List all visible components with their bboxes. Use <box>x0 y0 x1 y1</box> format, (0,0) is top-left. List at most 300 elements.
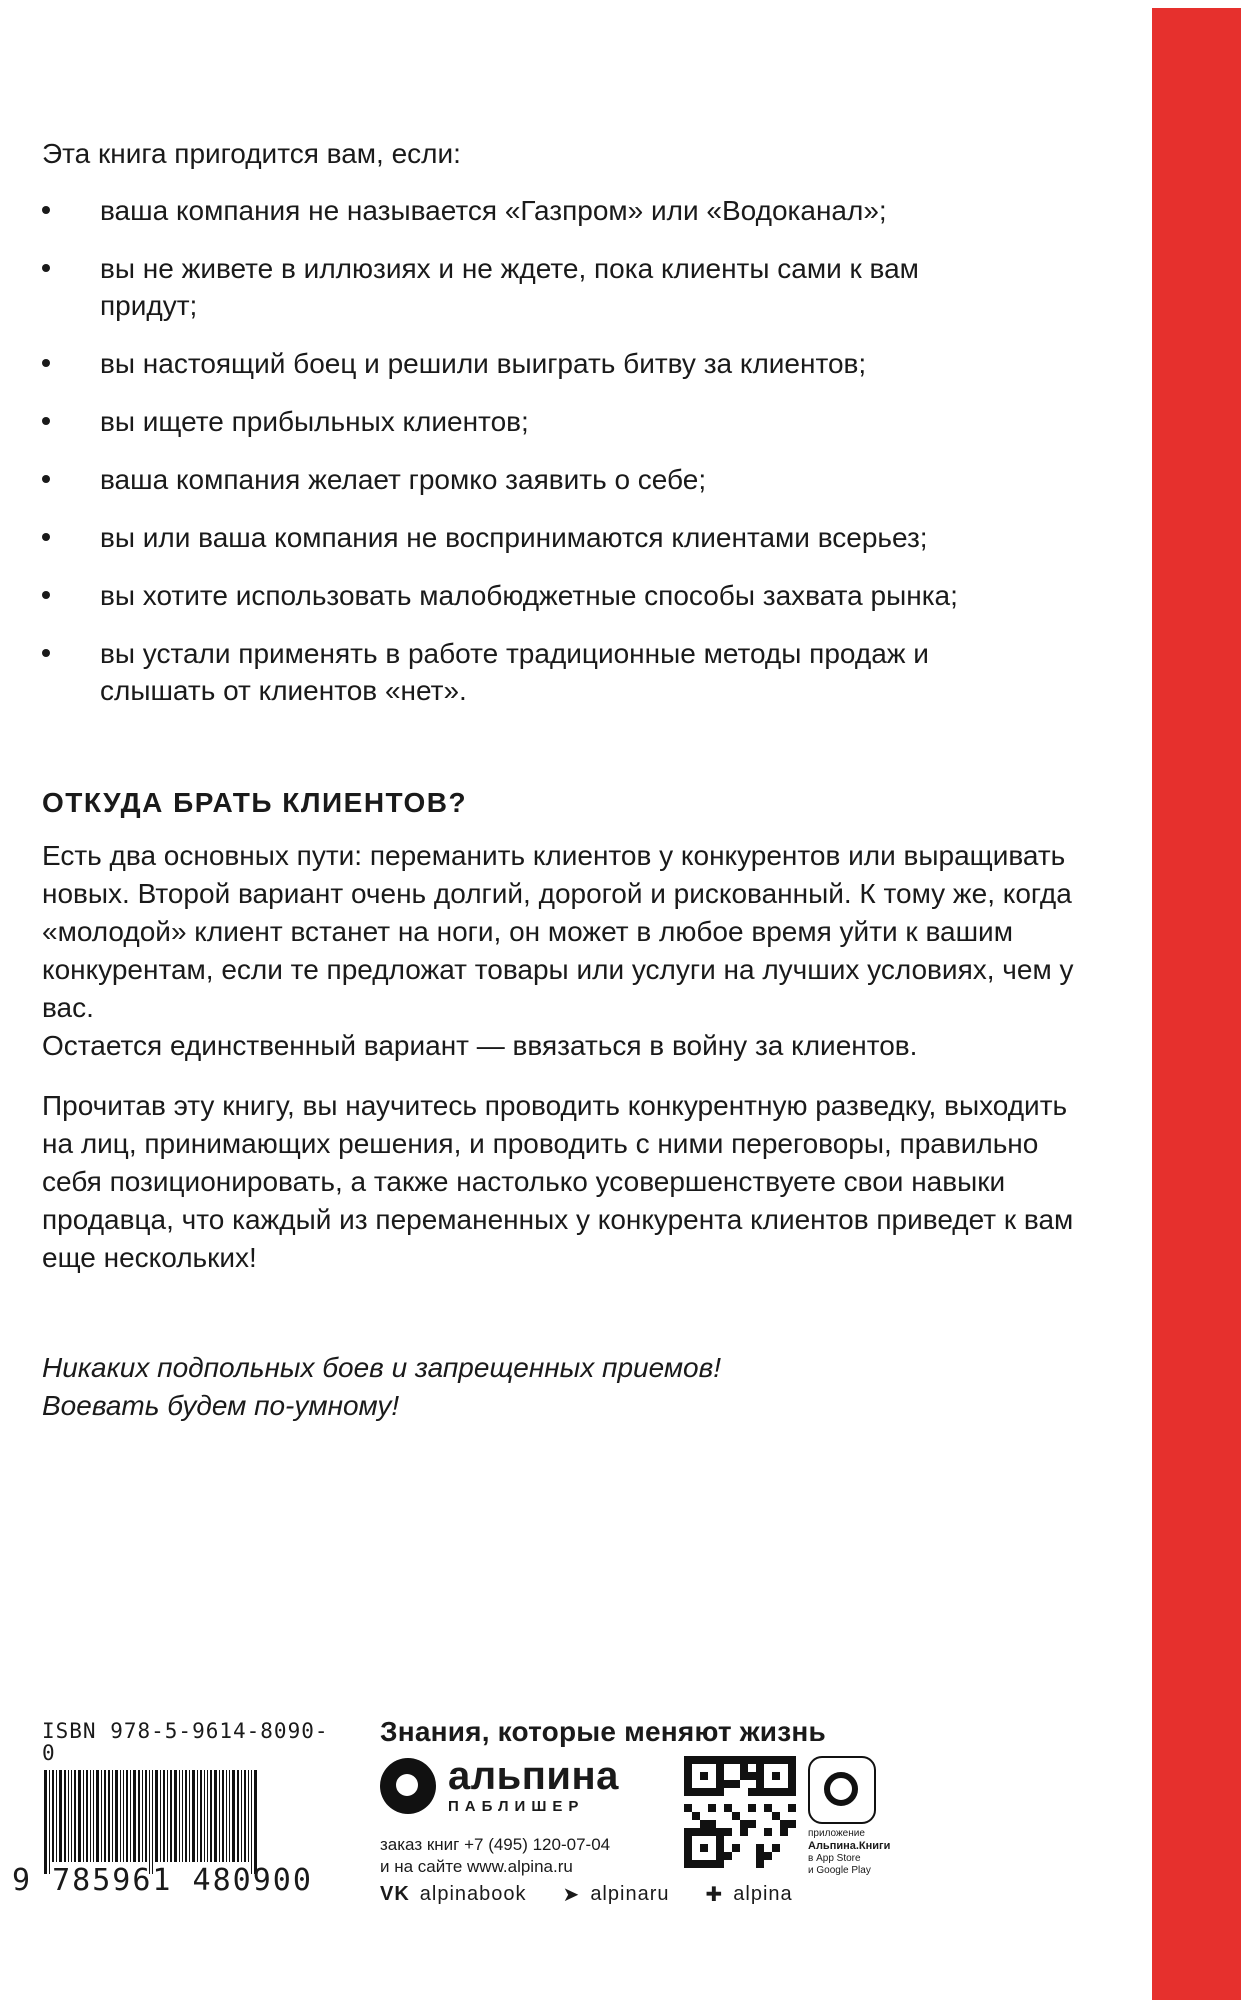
qr-cell <box>748 1812 756 1820</box>
list-item: вы хотите использовать малобюджетные способы захвата рынка; <box>42 577 1082 614</box>
qr-cell <box>724 1820 732 1828</box>
qr-cell <box>700 1756 708 1764</box>
qr-cell <box>748 1756 756 1764</box>
bullet-icon <box>42 264 50 272</box>
qr-cell <box>700 1780 708 1788</box>
barcode-bar <box>237 1770 239 1862</box>
qr-cell <box>772 1756 780 1764</box>
qr-cell <box>780 1772 788 1780</box>
barcode-bar <box>74 1770 76 1862</box>
qr-cell <box>772 1780 780 1788</box>
qr-cell <box>708 1844 716 1852</box>
qr-cell <box>684 1804 692 1812</box>
qr-cell <box>780 1780 788 1788</box>
qr-cell <box>780 1804 788 1812</box>
barcode-bar <box>152 1770 153 1874</box>
qr-cell <box>716 1828 724 1836</box>
qr-cell <box>756 1812 764 1820</box>
qr-cell <box>724 1860 732 1868</box>
qr-cell <box>748 1852 756 1860</box>
qr-cell <box>788 1852 796 1860</box>
qr-cell <box>716 1812 724 1820</box>
qr-cell <box>772 1820 780 1828</box>
qr-cell <box>772 1828 780 1836</box>
qr-cell <box>788 1860 796 1868</box>
qr-cell <box>708 1756 716 1764</box>
qr-cell <box>788 1764 796 1772</box>
qr-cell <box>772 1764 780 1772</box>
qr-cell <box>708 1780 716 1788</box>
qr-cell <box>708 1860 716 1868</box>
qr-cell <box>764 1812 772 1820</box>
qr-cell <box>748 1804 756 1812</box>
qr-cell <box>708 1852 716 1860</box>
qr-cell <box>756 1844 764 1852</box>
list-item: вы настоящий боец и решили выиграть битву за клиентов; <box>42 345 1082 382</box>
qr-cell <box>740 1772 748 1780</box>
qr-cell <box>708 1796 716 1804</box>
publisher-logo <box>380 1756 619 1815</box>
qr-cell <box>764 1844 772 1852</box>
barcode-bar <box>182 1770 183 1862</box>
qr-cell <box>684 1788 692 1796</box>
qr-cell <box>716 1844 724 1852</box>
barcode-bar <box>59 1770 62 1862</box>
qr-cell <box>684 1828 692 1836</box>
barcode-number: 9 785961 480900 <box>12 1863 313 1898</box>
barcode-bar <box>155 1770 158 1862</box>
qr-cell <box>756 1836 764 1844</box>
qr-cell <box>700 1812 708 1820</box>
barcode-bar <box>207 1770 208 1862</box>
qr-cell <box>716 1804 724 1812</box>
qr-cell <box>732 1764 740 1772</box>
bullet-icon <box>42 417 50 425</box>
qr-cell <box>716 1788 724 1796</box>
bullet-icon <box>42 475 50 483</box>
barcode-bar <box>138 1770 140 1862</box>
qr-cell <box>780 1764 788 1772</box>
qr-cell <box>724 1780 732 1788</box>
qr-cell <box>756 1796 764 1804</box>
barcode-bar <box>189 1770 190 1862</box>
qr-cell <box>684 1860 692 1868</box>
qr-cell <box>692 1820 700 1828</box>
barcode-bar <box>108 1770 110 1862</box>
barcode-bar <box>200 1770 202 1862</box>
qr-cell <box>716 1852 724 1860</box>
qr-cell <box>764 1756 772 1764</box>
qr-cell <box>788 1820 796 1828</box>
qr-cell <box>764 1820 772 1828</box>
qr-cell <box>684 1820 692 1828</box>
qr-cell <box>724 1828 732 1836</box>
qr-cell <box>708 1772 716 1780</box>
qr-cell <box>700 1772 708 1780</box>
qr-cell <box>748 1844 756 1852</box>
barcode-bar <box>179 1770 180 1862</box>
qr-cell <box>748 1820 756 1828</box>
qr-cell <box>692 1836 700 1844</box>
barcode-bar <box>112 1770 113 1862</box>
closing-slogan: Никаких подпольных боев и запрещенных приемов! Воевать будем по-умному! <box>42 1352 722 1421</box>
qr-cell <box>716 1772 724 1780</box>
qr-cell <box>764 1860 772 1868</box>
list-item: ваша компания желает громко заявить о себе; <box>42 461 1082 498</box>
qr-cell <box>772 1804 780 1812</box>
paragraph-1-conclusion: Остается единственный вариант — ввязаться в войну за клиентов. <box>42 1030 918 1061</box>
barcode-bar <box>170 1770 172 1862</box>
barcode-bar <box>44 1770 47 1874</box>
barcode-bar <box>90 1770 91 1862</box>
barcode-bar <box>130 1770 131 1862</box>
qr-cell <box>708 1804 716 1812</box>
qr-cell <box>788 1804 796 1812</box>
qr-cell <box>700 1828 708 1836</box>
qr-cell <box>732 1860 740 1868</box>
qr-cell <box>788 1788 796 1796</box>
qr-cell <box>756 1788 764 1796</box>
qr-cell <box>780 1828 788 1836</box>
bullet-icon <box>42 359 50 367</box>
qr-cell <box>740 1844 748 1852</box>
qr-cell <box>700 1844 708 1852</box>
qr-cell <box>772 1788 780 1796</box>
qr-cell <box>684 1852 692 1860</box>
qr-cell <box>764 1828 772 1836</box>
qr-cell <box>708 1788 716 1796</box>
qr-cell <box>700 1796 708 1804</box>
qr-cell <box>740 1804 748 1812</box>
qr-cell <box>684 1812 692 1820</box>
barcode-bar <box>101 1770 102 1862</box>
qr-cell <box>740 1836 748 1844</box>
list-item: вы или ваша компания не воспринимаются клиентами всерьез; <box>42 519 1082 556</box>
qr-cell <box>700 1852 708 1860</box>
qr-cell <box>764 1780 772 1788</box>
qr-cell <box>748 1780 756 1788</box>
qr-cell <box>772 1796 780 1804</box>
qr-cell <box>692 1828 700 1836</box>
bullet-icon <box>42 591 50 599</box>
qr-cell <box>732 1836 740 1844</box>
social-links <box>380 1882 829 1907</box>
barcode-bar <box>254 1770 257 1874</box>
qr-cell <box>708 1820 716 1828</box>
qr-cell <box>708 1764 716 1772</box>
qr-cell <box>788 1796 796 1804</box>
qr-cell <box>692 1788 700 1796</box>
bullet-icon <box>42 533 50 541</box>
publisher-name: альпина <box>448 1754 619 1798</box>
qr-cell <box>732 1780 740 1788</box>
paragraph-1: Есть два основных пути: переманить клиентов у конкурентов или выращивать новых. Второй вариант очень долгий, дорогой и рискованный. К тому же, когда «молодой» клиент встанет на ноги, он может в любое время уйти к вашим конкурентам, если те предложат товары или услуги на лучших условиях, чем у вас. <box>42 840 1074 1023</box>
qr-cell <box>724 1764 732 1772</box>
qr-cell <box>772 1844 780 1852</box>
qr-cell <box>724 1788 732 1796</box>
qr-cell <box>756 1860 764 1868</box>
qr-cell <box>788 1844 796 1852</box>
qr-cell <box>692 1844 700 1852</box>
qr-cell <box>732 1844 740 1852</box>
qr-cell <box>700 1804 708 1812</box>
qr-cell <box>748 1772 756 1780</box>
qr-cell <box>692 1796 700 1804</box>
qr-cell <box>692 1860 700 1868</box>
qr-cell <box>700 1836 708 1844</box>
barcode-bar <box>56 1770 57 1862</box>
intro-line: Эта книга пригодится вам, если: <box>42 138 461 169</box>
qr-cell <box>724 1812 732 1820</box>
qr-cell <box>748 1828 756 1836</box>
paragraph-2: Прочитав эту книгу, вы научитесь проводить конкурентную разведку, выходить на лиц, принимающих решения, и проводить с ними переговоры, правильно себя позиционировать, а также настолько усовершенствуете свои навыки продавца, что каждый из переманенных у конкурента клиентов приведет к вам еще нескольких! <box>42 1090 1074 1273</box>
qr-cell <box>756 1764 764 1772</box>
app-logo-icon <box>808 1756 876 1824</box>
qr-cell <box>756 1828 764 1836</box>
qr-cell <box>724 1756 732 1764</box>
qr-cell <box>740 1852 748 1860</box>
qr-cell <box>780 1860 788 1868</box>
barcode-bar <box>241 1770 242 1862</box>
qr-cell <box>764 1788 772 1796</box>
qr-cell <box>788 1836 796 1844</box>
qr-cell <box>748 1836 756 1844</box>
qr-cell <box>724 1796 732 1804</box>
qr-cell <box>780 1844 788 1852</box>
qr-cell <box>692 1756 700 1764</box>
qr-cell <box>780 1812 788 1820</box>
barcode-bar <box>222 1770 224 1862</box>
qr-cell <box>740 1788 748 1796</box>
barcode-bar <box>71 1770 72 1862</box>
qr-cell <box>684 1764 692 1772</box>
barcode-bar <box>244 1770 246 1862</box>
qr-cell <box>740 1820 748 1828</box>
qr-cell <box>780 1756 788 1764</box>
qr-cell <box>732 1812 740 1820</box>
qr-cell <box>780 1788 788 1796</box>
list-item: вы устали применять в работе традиционные методы продаж и слышать от клиентов «нет». <box>42 635 1020 709</box>
qr-cell <box>764 1804 772 1812</box>
list-item: вы ищете прибыльных клиентов; <box>42 403 1082 440</box>
qr-cell <box>740 1828 748 1836</box>
barcode-bar <box>210 1770 212 1862</box>
qr-cell <box>732 1756 740 1764</box>
barcode-bar <box>248 1770 249 1862</box>
barcode-bar <box>232 1770 235 1862</box>
bullet-list <box>42 192 1082 709</box>
qr-cell <box>748 1796 756 1804</box>
social-alpina: ✚ alpina <box>705 1883 793 1906</box>
social-telegram: ➤ alpinaru <box>562 1883 670 1906</box>
list-item: ваша компания не называется «Газпром» или «Водоканал»; <box>42 192 1082 229</box>
qr-cell <box>716 1860 724 1868</box>
qr-cell <box>756 1852 764 1860</box>
qr-cell <box>732 1828 740 1836</box>
qr-cell <box>772 1836 780 1844</box>
qr-cell <box>740 1860 748 1868</box>
qr-cell <box>684 1844 692 1852</box>
app-promo <box>808 1756 891 1877</box>
barcode-bar <box>115 1770 118 1862</box>
qr-cell <box>748 1860 756 1868</box>
qr-cell <box>708 1812 716 1820</box>
barcode-bar <box>251 1770 252 1874</box>
qr-cell <box>692 1804 700 1812</box>
qr-cell <box>788 1780 796 1788</box>
qr-cell <box>756 1804 764 1812</box>
barcode-bar <box>145 1770 147 1862</box>
qr-cell <box>740 1780 748 1788</box>
qr-cell <box>788 1812 796 1820</box>
isbn-barcode <box>12 1719 330 1898</box>
barcode-bar <box>160 1770 161 1862</box>
qr-cell <box>764 1796 772 1804</box>
app-text: приложение Альпина.Книги в App Store и Google Play <box>808 1828 891 1876</box>
section-heading: ОТКУДА БРАТЬ КЛИЕНТОВ? <box>42 787 468 818</box>
qr-cell <box>708 1828 716 1836</box>
qr-cell <box>780 1820 788 1828</box>
barcode-bar <box>167 1770 168 1862</box>
qr-cell <box>732 1788 740 1796</box>
qr-cell <box>732 1772 740 1780</box>
qr-cell <box>740 1764 748 1772</box>
qr-cell <box>716 1836 724 1844</box>
qr-cell <box>756 1772 764 1780</box>
qr-cell <box>756 1780 764 1788</box>
order-info: заказ книг +7 (495) 120-07-04 и на сайте www.alpina.ru <box>380 1835 611 1876</box>
bullet-icon <box>42 649 50 657</box>
social-vk: VK alpinabook <box>380 1883 527 1905</box>
publisher-subtitle: ПАБЛИШЕР <box>448 1798 585 1815</box>
publisher-slogan: Знания, которые меняют жизнь <box>380 1716 826 1747</box>
isbn-number: ISBN 978-5-9614-8090-0 <box>42 1719 329 1765</box>
qr-cell <box>692 1780 700 1788</box>
qr-cell <box>740 1756 748 1764</box>
qr-cell <box>700 1764 708 1772</box>
qr-cell <box>716 1820 724 1828</box>
list-item: вы не живете в иллюзиях и не ждете, пока клиенты сами к вам придут; <box>42 250 920 324</box>
qr-cell <box>788 1828 796 1836</box>
qr-cell <box>692 1772 700 1780</box>
bullet-icon <box>42 206 50 214</box>
qr-cell <box>692 1812 700 1820</box>
qr-cell <box>684 1780 692 1788</box>
barcode-bar <box>120 1770 121 1862</box>
qr-code-icon <box>684 1756 796 1868</box>
barcode-bar <box>104 1770 106 1862</box>
qr-cell <box>684 1756 692 1764</box>
barcode-bar <box>83 1770 84 1862</box>
barcode-bar <box>192 1770 195 1862</box>
qr-cell <box>780 1852 788 1860</box>
barcode <box>44 1770 330 1866</box>
qr-cell <box>772 1772 780 1780</box>
qr-cell <box>740 1812 748 1820</box>
barcode-bar <box>149 1770 150 1874</box>
qr-cell <box>732 1804 740 1812</box>
qr-cell <box>708 1836 716 1844</box>
barcode-bar <box>96 1770 99 1862</box>
alpina-icon: ✚ <box>705 1884 724 1906</box>
qr-cell <box>684 1772 692 1780</box>
qr-cell <box>724 1852 732 1860</box>
qr-cell <box>764 1764 772 1772</box>
barcode-bar <box>214 1770 217 1862</box>
qr-cell <box>764 1772 772 1780</box>
qr-cell <box>756 1820 764 1828</box>
qr-cell <box>732 1796 740 1804</box>
barcode-bar <box>64 1770 66 1862</box>
qr-cell <box>772 1852 780 1860</box>
qr-cell <box>764 1836 772 1844</box>
qr-cell <box>780 1796 788 1804</box>
qr-cell <box>748 1764 756 1772</box>
qr-cell <box>788 1772 796 1780</box>
barcode-bar <box>142 1770 143 1862</box>
barcode-bar <box>78 1770 81 1862</box>
barcode-bar <box>126 1770 128 1862</box>
barcode-bar <box>86 1770 88 1862</box>
qr-cell <box>716 1796 724 1804</box>
barcode-bar <box>163 1770 165 1862</box>
qr-cell <box>772 1812 780 1820</box>
barcode-bar <box>226 1770 227 1862</box>
vk-icon: VK <box>380 1883 410 1905</box>
barcode-bar <box>204 1770 205 1862</box>
barcode-bar <box>219 1770 220 1862</box>
qr-cell <box>716 1780 724 1788</box>
barcode-bar <box>197 1770 198 1862</box>
barcode-bar <box>174 1770 177 1862</box>
qr-cell <box>732 1820 740 1828</box>
qr-cell <box>724 1772 732 1780</box>
alpina-logo-icon <box>380 1758 436 1814</box>
qr-cell <box>692 1852 700 1860</box>
qr-cell <box>716 1764 724 1772</box>
qr-cell <box>716 1756 724 1764</box>
qr-cell <box>756 1756 764 1764</box>
barcode-bar <box>229 1770 230 1862</box>
barcode-bar <box>49 1770 50 1874</box>
barcode-bar <box>123 1770 124 1862</box>
barcode-bar <box>133 1770 136 1862</box>
qr-cell <box>700 1820 708 1828</box>
qr-cell <box>732 1852 740 1860</box>
qr-cell <box>724 1844 732 1852</box>
qr-cell <box>772 1860 780 1868</box>
qr-cell <box>724 1836 732 1844</box>
qr-cell <box>740 1796 748 1804</box>
back-cover-text <box>42 136 1082 1425</box>
red-side-bar <box>1152 8 1241 2000</box>
barcode-bar <box>52 1770 54 1862</box>
qr-cell <box>692 1764 700 1772</box>
qr-cell <box>780 1836 788 1844</box>
qr-cell <box>684 1836 692 1844</box>
barcode-bar <box>68 1770 69 1862</box>
telegram-icon: ➤ <box>562 1884 581 1906</box>
qr-cell <box>788 1756 796 1764</box>
qr-cell <box>700 1788 708 1796</box>
qr-cell <box>748 1788 756 1796</box>
qr-cell <box>684 1796 692 1804</box>
qr-cell <box>700 1860 708 1868</box>
barcode-bar <box>93 1770 94 1862</box>
qr-cell <box>724 1804 732 1812</box>
qr-cell <box>764 1852 772 1860</box>
barcode-bar <box>185 1770 187 1862</box>
